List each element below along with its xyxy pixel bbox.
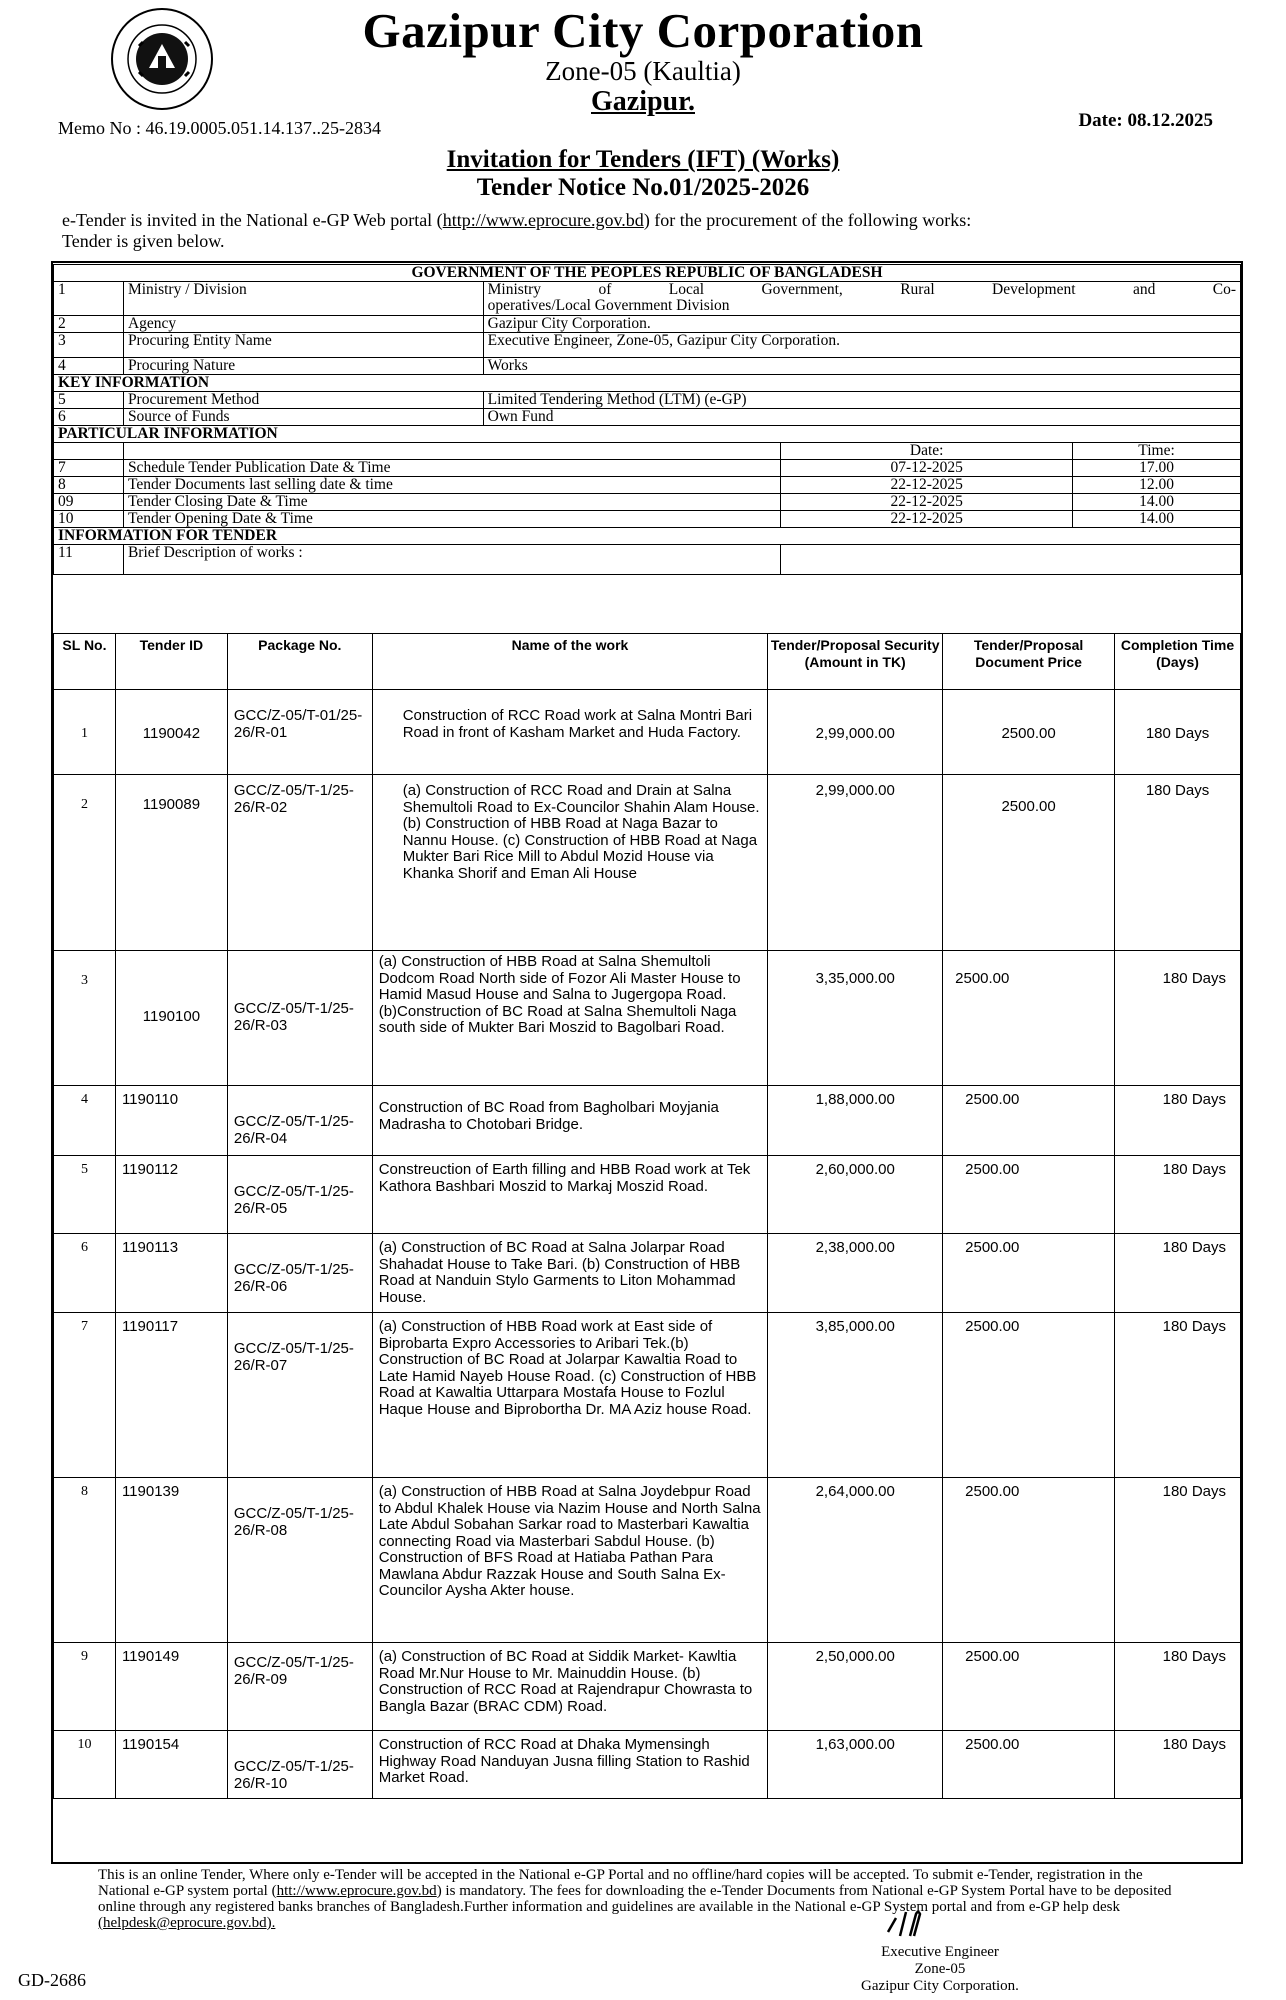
section-heading-tender: INFORMATION FOR TENDER — [54, 528, 1241, 545]
signer-organization: Gazipur City Corporation. — [861, 1978, 1019, 1994]
city-name: Gazipur. — [591, 86, 695, 117]
section-heading-particular: PARTICULAR INFORMATION — [54, 426, 1241, 443]
col-price: Tender/Proposal Document Price — [943, 634, 1115, 690]
eprocure-footer-link[interactable]: htt://www.eprocure.gov.bd — [276, 1883, 437, 1899]
helpdesk-email-link[interactable]: (helpdesk@eprocure.gov.bd). — [98, 1915, 276, 1931]
government-row: GOVERNMENT OF THE PEOPLES REPUBLIC OF BANGLADESH — [54, 265, 1241, 282]
memo-number: Memo No : 46.19.0005.051.14.137..25-2834 — [58, 118, 381, 138]
procurement-info-table — [53, 264, 1241, 575]
table-row: 2 1190089 GCC/Z-05/T-1/25-26/R-02 (a) Construction of RCC Road and Drain at Salna Shemultoli Road to Ex-Councilor Shahin Alam House. (b) Construction of HBB Road at Naga Bazar to Nannu House. (c) Construction of HBB Road at Naga Mukter Bari Rice Mill to Abdul Mozid House via Khanka Shorif and Eman Ali House 2,99,000.00 2500.00 180 Days — [54, 775, 1241, 951]
signatory-block — [845, 1944, 1035, 1995]
table-row: 9 1190149 GCC/Z-05/T-1/25-26/R-09 (a) Construction of BC Road at Siddik Market- Kawltia Road Mr.Nur House to Mr. Mainuddin House. (b) Construction of RCC Road at Rajendrapur Chowrasta to Bangla Bazar (BRAC CDM) Road. 2,50,000.00 2500.00 180 Days — [54, 1643, 1241, 1731]
schedule-row: 7 Schedule Tender Publication Date & Time 07-12-2025 17.00 — [54, 460, 1241, 477]
schedule-row: 8 Tender Documents last selling date & time 22-12-2025 12.00 — [54, 477, 1241, 494]
zone-name: Zone-05 (Kaultia) — [545, 56, 741, 86]
gd-number: GD-2686 — [18, 1970, 86, 1990]
info-row: 5 Procurement Method Limited Tendering Method (LTM) (e-GP) — [54, 392, 1241, 409]
tender-notice-number: Tender Notice No.01/2025-2026 — [476, 174, 810, 201]
schedule-row: 09 Tender Closing Date & Time 22-12-2025 14.00 — [54, 494, 1241, 511]
footer-paragraph: This is an online Tender, Where only e-Tender will be accepted in the National e-GP Portal and no offline/hard copies will be accepted. To submit e-Tender, registration in the National e-GP system portal (htt://www.eprocure.gov.bd) is mandatory. The fees for downloading the e-Tender Documents from National e-GP System Portal have to be deposited online through any registered banks branches of Bangladesh.Further information and guidelines are available in the National e-GP System portal and from e-GP help desk (helpdesk@eprocure.gov.bd). — [98, 1867, 1172, 1931]
info-row: 6 Source of Funds Own Fund — [54, 409, 1241, 426]
col-sl: SL No. — [54, 634, 116, 690]
eprocure-link[interactable]: http://www.eprocure.gov.bd — [442, 210, 644, 230]
info-row: 4 Procuring Nature Works — [54, 358, 1241, 375]
signer-zone: Zone-05 — [914, 1961, 966, 1977]
col-completion: Completion Time (Days) — [1115, 634, 1241, 690]
col-security: Tender/Proposal Security (Amount in TK) — [768, 634, 943, 690]
col-package: Package No. — [227, 634, 372, 690]
table-row: 7 1190117 GCC/Z-05/T-1/25-26/R-07 (a) Construction of HBB Road work at East side of Biprobarta Expro Accessories to Aribari Tek.(b) Construction of BC Road at Jolarpar Kawaltia Road to Late Hamid Nayeb House Road. (c) Construction of HBB Road at Kawaltia Uttarpara Mostafa House to Fozlul Haque House and Biprobortha Dr. MA Aziz house Road. 3,85,000.00 2500.00 180 Days — [54, 1313, 1241, 1478]
table-row: 6 1190113 GCC/Z-05/T-1/25-26/R-06 (a) Construction of BC Road at Salna Jolarpar Road Shahadat House to Take Bari. (b) Construction of HBB Road at Nanduin Stylo Garments to Liton Mohammad House. 2,38,000.00 2500.00 180 Days — [54, 1234, 1241, 1313]
info-row: 2 Agency Gazipur City Corporation. — [54, 316, 1241, 333]
table-row: 4 1190110 GCC/Z-05/T-1/25-26/R-04 Construction of BC Road from Bagholbari Moyjania Madrasha to Chotobari Bridge. 1,88,000.00 2500.00 180 Days — [54, 1086, 1241, 1156]
organization-title: Gazipur City Corporation — [362, 3, 924, 58]
works-header-row — [54, 634, 1241, 690]
brief-description-row: 11 Brief Description of works : — [54, 545, 1241, 575]
notice-date: Date: 08.12.2025 — [1078, 110, 1213, 131]
col-tender-id: Tender ID — [115, 634, 227, 690]
works-table — [53, 633, 1241, 1799]
section-heading-key: KEY INFORMATION — [54, 375, 1241, 392]
schedule-row: 10 Tender Opening Date & Time 22-12-2025 14.00 — [54, 511, 1241, 528]
table-row: 8 1190139 GCC/Z-05/T-1/25-26/R-08 (a) Construction of HBB Road at Salna Joydebpur Road to Abdul Khalek House via Nazim House and North Salna Late Abdul Sobahan Sarkar road to Masterbari Kawaltia connecting Road via Masterbari Sabdul House. (b) Construction of BFS Road at Hatiaba Pathan Para Mawlana Abdur Razzak House and South Salna Ex-Councilor Aysha Akter house. 2,64,000.00 2500.00 180 Days — [54, 1478, 1241, 1643]
table-row: 10 1190154 GCC/Z-05/T-1/25-26/R-10 Construction of RCC Road at Dhaka Mymensingh Highway Road Nanduyan Jusna filling Station to Rashid Market Road. 1,63,000.00 2500.00 180 Days — [54, 1731, 1241, 1799]
date-time-header-row: Date: Time: — [54, 443, 1241, 460]
col-name: Name of the work — [372, 634, 768, 690]
table-row: 5 1190112 GCC/Z-05/T-1/25-26/R-05 Constreuction of Earth filling and HBB Road work at Tek Kathora Bashbari Moszid to Markaj Moszid Road. 2,60,000.00 2500.00 180 Days — [54, 1156, 1241, 1234]
ift-title: Invitation for Tenders (IFT) (Works) — [446, 146, 840, 173]
table-row: 3 1190100 GCC/Z-05/T-1/25-26/R-03 (a) Construction of HBB Road at Salna Shemultoli Dodcom Road North side of Fozor Ali Master House to Hamid Masud House and Salna to Jugergopa Road.(b)Construction of BC Road at Salna Shemultoli Naga south side of Mukter Bari Moszid to Bagolbari Road. 3,35,000.00 2500.00 180 Days — [54, 951, 1241, 1086]
intro-paragraph: e-Tender is invited in the National e-GP Web portal (http://www.eprocure.gov.bd) for the procurement of the following works: Tender is given below. — [62, 210, 972, 251]
info-row: 3 Procuring Entity Name Executive Engineer, Zone-05, Gazipur City Corporation. — [54, 333, 1241, 358]
info-row: 1 Ministry / Division Ministry of Local Government, Rural Development and Co- operatives/Local Government Division — [54, 282, 1241, 316]
signature-icon — [880, 1906, 930, 1940]
table-row: 1 1190042 GCC/Z-05/T-01/25-26/R-01 Construction of RCC Road work at Salna Montri Bari Road in front of Kasham Market and Huda Factory. 2,99,000.00 2500.00 180 Days — [54, 690, 1241, 775]
signer-title: Executive Engineer — [881, 1944, 999, 1960]
